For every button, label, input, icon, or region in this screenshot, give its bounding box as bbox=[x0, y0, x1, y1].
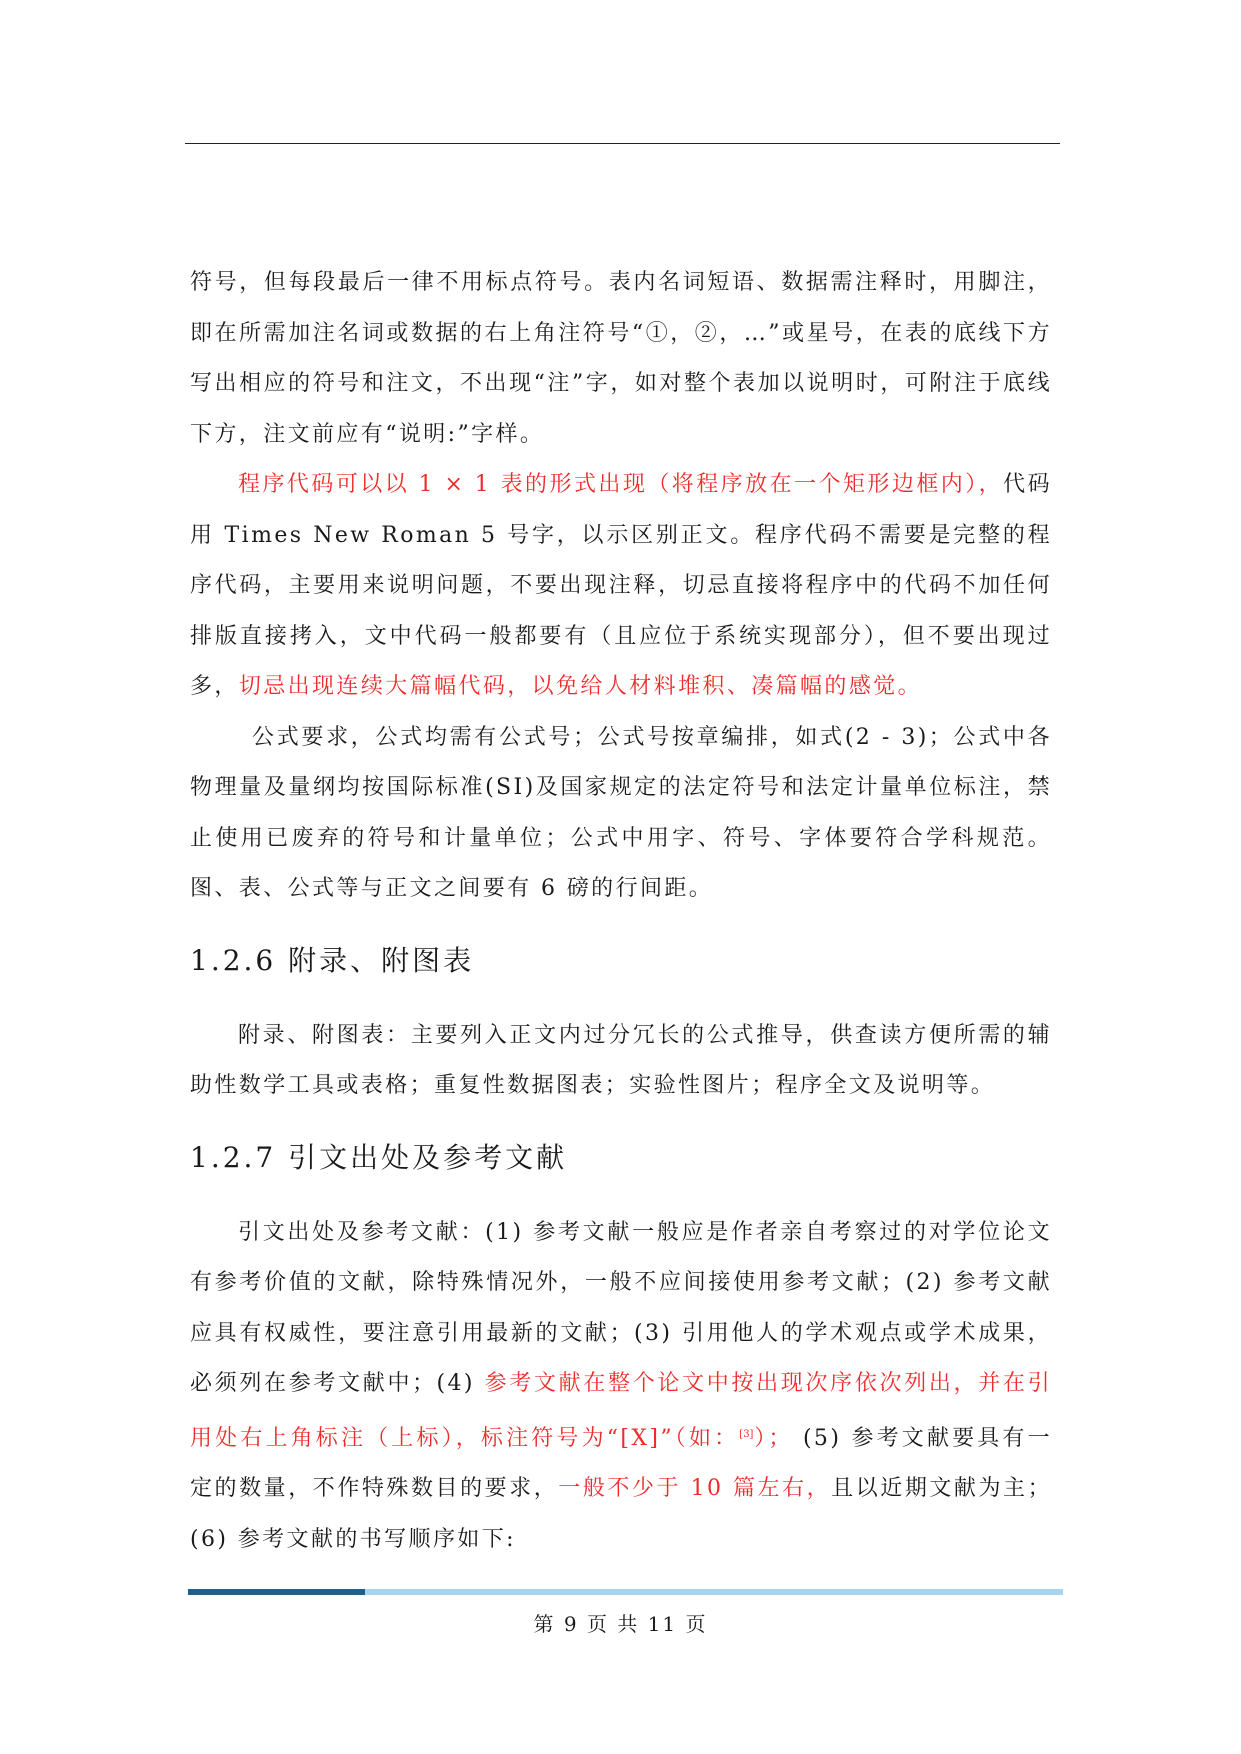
text-reference-order: 且以近期文献为主；(6) 参考文献的书写顺序如下: bbox=[190, 1476, 1052, 1552]
paragraph-appendix: 附录、附图表：主要列入正文内过分冗长的公式推导，供查读方便所需的辅助性数学工具或表格；重复性数据图表；实验性图片；程序全文及说明等。 bbox=[190, 1022, 1052, 1098]
paragraph-table-notes: 符号，但每段最后一律不用标点符号。表内名词短语、数据需注释时，用脚注，即在所需加注名词或数据的右上角注符号“①，②，…”或星号，在表的底线下方写出相应的符号和注文，不出现“注”字，如对整个表加以说明时，可附注于底线下方，注文前应有“说明:”字样。 bbox=[190, 270, 1052, 447]
paragraph-references bbox=[190, 1208, 1052, 1566]
section-heading-1-2-6: 1.2.6 附录、附图表 bbox=[190, 943, 475, 977]
footer-bar-accent bbox=[188, 1589, 365, 1595]
highlight-reference-order: 参考文献在整个论文中按出现次序依次列出，并在引用处右上角标注（上标），标注符号为“[X]”（如： bbox=[190, 1371, 1053, 1451]
highlight-reference-count: 一般不少于 10 篇左右， bbox=[558, 1476, 832, 1501]
text-code-rules: 代码用 Times New Roman 5 号字，以示区别正文。程序代码不需要是完整的程序代码，主要用来说明问题，不要出现注释，切忌直接将程序中的代码不加任何排版直接拷入，文中代码一般都要有（且应位于系统实现部分），但不要出现过多， bbox=[190, 472, 1052, 699]
header-rule bbox=[185, 143, 1060, 144]
text-references-intro: 引文出处及参考文献：(1) 参考文献一般应是作者亲自考察过的对学位论文有参考价值的文献，除特殊情况外，一般不应间接使用参考文献；(2) 参考文献应具有权威性，要注意引用最新的文献；(3) 引用他人的学术观点或学术成果，必须列在参考文献中；(4) bbox=[190, 1219, 1052, 1396]
highlight-code-format: 程序代码可以以 1 × 1 表的形式出现（将程序放在一个矩形边框内）， bbox=[238, 472, 1004, 497]
footer-bar bbox=[188, 1589, 1063, 1595]
paragraph-formula-rules: 公式要求，公式均需有公式号；公式号按章编排，如式(2 - 3)；公式中各物理量及量纲均按国际标准(SI)及国家规定的法定符号和法定计量单位标注，禁止使用已废弃的符号和计量单位；公式中用字、符号、字体要符合学科规范。图、表、公式等与正文之间要有 6 磅的行间距。 bbox=[190, 724, 1052, 901]
superscript-ref-example: [3] bbox=[739, 1428, 754, 1440]
text-reference-quantity: (5) 参考文献要具有一定的数量，不作特殊数目的要求， bbox=[190, 1425, 1052, 1501]
page-body bbox=[190, 258, 1052, 1565]
page-number: 第 9 页 共 11 页 bbox=[533, 1612, 708, 1636]
highlight-code-warning: 切忌出现连续大篇幅代码，以免给人材料堆积、凑篇幅的感觉。 bbox=[238, 674, 923, 699]
paragraph-program-code bbox=[190, 460, 1052, 713]
section-heading-1-2-7: 1.2.7 引文出处及参考文献 bbox=[190, 1140, 568, 1174]
highlight-reference-close: ）； bbox=[753, 1425, 793, 1451]
